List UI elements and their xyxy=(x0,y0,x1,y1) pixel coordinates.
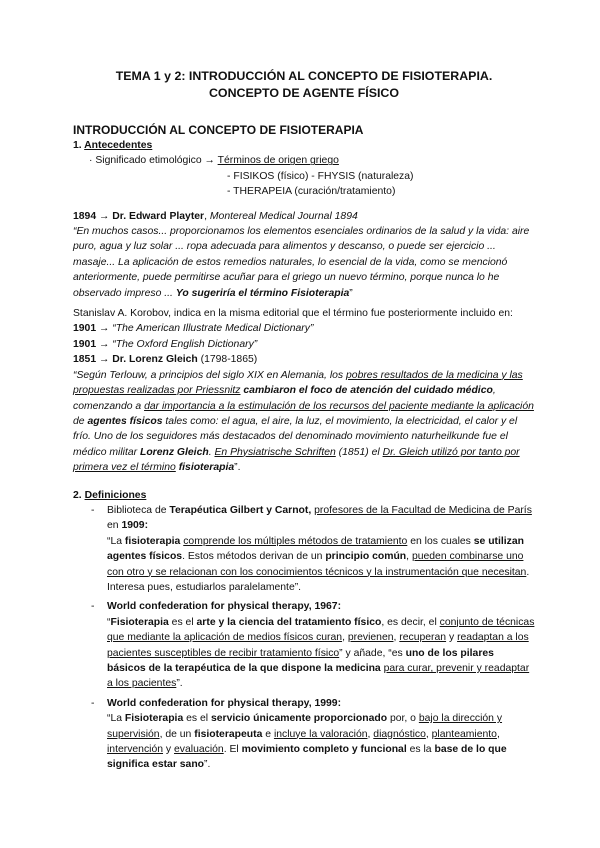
bold-text: agentes físicos xyxy=(87,415,163,427)
dictionary-1901-american xyxy=(73,321,535,336)
quote-text: “En muchos casos... proporcionamos los elementos esenciales ordinarios de la salud y la vida: aire puro, agua y luz solar ... ropa adecuada para alimentos y descanso, o puede ser ejercicio ... masaje... La aplicación de estos remedios naturales, lo esencial de la vida, como se mencionó anteriormente, puede permitirse acuñar para el griego un nuevo término, porque nunca lo he observado impreso ... xyxy=(73,226,530,299)
page-title-line1: TEMA 1 y 2: INTRODUCCIÓN AL CONCEPTO DE FISIOTERAPIA. xyxy=(115,69,493,83)
document-page xyxy=(73,68,535,777)
underlined-text: comprende los múltiples métodos de tratamiento xyxy=(183,535,408,547)
bold-text: World confederation for physical therapy, 1999: xyxy=(107,697,342,709)
playter-heading xyxy=(73,209,535,224)
etymology-term: Términos de origen griego xyxy=(217,155,339,167)
text: “Según Terlouw, a principios del siglo XIX en Alemania, los xyxy=(73,369,347,381)
dictionary-1901-oxford xyxy=(73,337,535,352)
definition-1967-quote xyxy=(107,615,535,692)
bold-text: Terapéutica Gilbert y Carnot, xyxy=(169,504,312,516)
text: . Estos métodos derivan de un xyxy=(182,551,326,563)
underlined-text: para curar, prevenir y readaptar a los pacientes xyxy=(107,663,530,690)
gleich-heading xyxy=(73,352,535,367)
underlined-text: incluye la valoración xyxy=(273,728,368,740)
definition-1999-heading xyxy=(107,696,535,711)
underlined-text: planteamiento xyxy=(431,728,497,740)
text: , comenzando a xyxy=(73,385,496,412)
definitions-list xyxy=(73,503,535,773)
underlined-text: previenen xyxy=(347,632,394,644)
text: , xyxy=(496,728,500,740)
text: “La xyxy=(107,713,125,725)
quote-bold: Yo sugeriría el término Fisioterapia xyxy=(175,287,350,299)
text: Biblioteca de xyxy=(107,504,170,516)
text: ”. xyxy=(204,759,211,771)
list-item xyxy=(73,696,535,773)
underlined-text: pueden combinarse uno con otro y se relacionan con los conocimientos técnicos y la instrumentación que necesitan xyxy=(107,551,527,578)
bold-text: Lorenz Gleich xyxy=(139,446,209,458)
subsection-title: Antecedentes xyxy=(84,140,153,151)
underlined-text: profesores de la Facultad de Medicina de París xyxy=(314,504,532,516)
underlined-text: dar importancia a la estimulación de los recursos del paciente mediante la aplicación xyxy=(144,400,534,412)
text: es la xyxy=(406,744,435,756)
definition-1909-quote xyxy=(107,534,535,596)
definition-1967-heading xyxy=(107,599,535,614)
etymology-line xyxy=(73,153,535,168)
text: de xyxy=(73,415,88,427)
korobov-paragraph: Stanislav A. Korobov, indica en la misma editorial que el término fue posteriormente incluido en: xyxy=(73,308,513,320)
underlined-text: Dr. Gleich utilizó por tanto por primera vez el término xyxy=(73,446,520,474)
text: “La xyxy=(107,535,125,547)
text: , xyxy=(342,632,348,644)
subsection-number: 1. xyxy=(73,140,85,151)
text: e xyxy=(262,728,274,740)
separator: , xyxy=(204,210,210,222)
dash-bullet: - xyxy=(91,601,95,613)
underlined-text: bajo la dirección y supervisión xyxy=(107,713,503,740)
text: ”. xyxy=(234,462,241,474)
underlined-text: evaluación xyxy=(174,744,224,756)
text: en xyxy=(107,520,122,532)
text: . El xyxy=(223,744,242,756)
text: tales como: el agua, el aire, la luz, el movimiento, la electricidad, el calor y el frío. Uno de los seguidores más destacados del denominado movimiento naturheilkunde fue el médico militar xyxy=(73,415,518,458)
quote-end: ” xyxy=(349,287,353,299)
text: es el xyxy=(183,713,211,725)
terlouw-quote xyxy=(73,368,535,476)
text: por, o xyxy=(387,713,419,725)
bold-text: arte y la ciencia del tratamiento físico xyxy=(196,616,382,628)
bold-text: fisioterapia xyxy=(124,535,181,547)
text: es el xyxy=(168,616,197,628)
bold-text: cambiaron el foco de atención del cuidado médico xyxy=(243,385,493,397)
text: , xyxy=(367,728,374,740)
subsection-definiciones xyxy=(73,488,535,503)
bold-text: Fisioterapia xyxy=(110,616,169,628)
subsection-number: 2. xyxy=(73,489,85,501)
underlined-text: diagnóstico xyxy=(373,728,426,740)
bold-text: movimiento completo y funcional xyxy=(241,744,407,756)
underlined-text: intervención xyxy=(107,744,164,756)
text: en los cuales xyxy=(407,535,474,547)
bold-text: principio común xyxy=(325,551,407,563)
page-title-line2: CONCEPTO DE AGENTE FÍSICO xyxy=(208,86,399,100)
gleich-dates: (1798-1865) xyxy=(197,354,258,366)
playter-source: Montereal Medical Journal 1894 xyxy=(209,210,358,222)
list-item xyxy=(73,599,535,691)
definition-1909-heading xyxy=(107,503,535,534)
bold-text: World confederation for physical therapy, 1967: xyxy=(107,601,342,613)
bold-text: uno de los pilares básicos de la terapéutica de la que dispone la medicina xyxy=(107,647,494,674)
list-item xyxy=(73,503,535,595)
underlined-text: readaptan a los pacientes susceptibles de recibir tratamiento físico xyxy=(107,632,529,659)
text: . Interesa pues, estudiarlos paralelamente”. xyxy=(107,566,530,593)
definition-1999-quote xyxy=(107,711,535,773)
text: y xyxy=(163,744,175,756)
bold-text: base de lo que significa estar sano xyxy=(107,744,507,771)
bold-text: fisioterapia xyxy=(178,462,235,474)
bold-text: Fisioterapia xyxy=(124,713,184,725)
text: . xyxy=(208,446,215,458)
bold-text: servicio únicamente proporcionado xyxy=(210,713,388,725)
dash-bullet: - xyxy=(91,697,95,709)
underlined-text: recuperan xyxy=(399,632,447,644)
subsection-antecedentes xyxy=(73,138,535,153)
year: 1901 → xyxy=(73,323,113,335)
text: , xyxy=(406,551,412,563)
text: , de un xyxy=(159,728,195,740)
text: “ xyxy=(107,616,111,628)
subsection-title: Definiciones xyxy=(84,489,147,501)
underlined-text: pobres resultados de la medicina y las propuestas realizadas por Priessnitz xyxy=(73,369,523,397)
etymology-prefix: · Significado etimológico → xyxy=(89,155,218,167)
year: 1901 → xyxy=(73,338,113,350)
underlined-text: En Physiatrische Schriften xyxy=(214,446,336,458)
playter-quote xyxy=(73,224,535,301)
text: ”. xyxy=(176,678,183,690)
text: , es decir, el xyxy=(381,616,440,628)
bold-text: fisioterapeuta xyxy=(194,728,263,740)
dictionary-name: “The Oxford English Dictionary” xyxy=(112,338,258,350)
bold-text: se utilizan agentes físicos xyxy=(107,535,524,563)
underlined-text: conjunto de técnicas que mediante la aplicación de medios físicos curan xyxy=(107,616,535,644)
section-heading: INTRODUCCIÓN AL CONCEPTO DE FISIOTERAPIA xyxy=(73,123,364,137)
dictionary-name: “The American Illustrate Medical Dictionary” xyxy=(112,323,314,335)
text: (1851) el xyxy=(335,446,383,458)
etymology-fisikos: - FISIKOS (físico) - FHYSIS (naturaleza) xyxy=(227,170,414,182)
text: ” y añade, “es xyxy=(339,647,406,659)
bold-text: 1909: xyxy=(121,520,149,532)
text: , xyxy=(393,632,400,644)
dash-bullet: - xyxy=(91,504,95,516)
playter-year: 1894 → Dr. Edward Playter xyxy=(73,210,205,222)
etymology-therapeia: - THERAPEIA (curación/tratamiento) xyxy=(227,186,396,198)
text: y xyxy=(446,632,458,644)
gleich-name: 1851 → Dr. Lorenz Gleich xyxy=(73,354,198,366)
text: , xyxy=(425,728,432,740)
